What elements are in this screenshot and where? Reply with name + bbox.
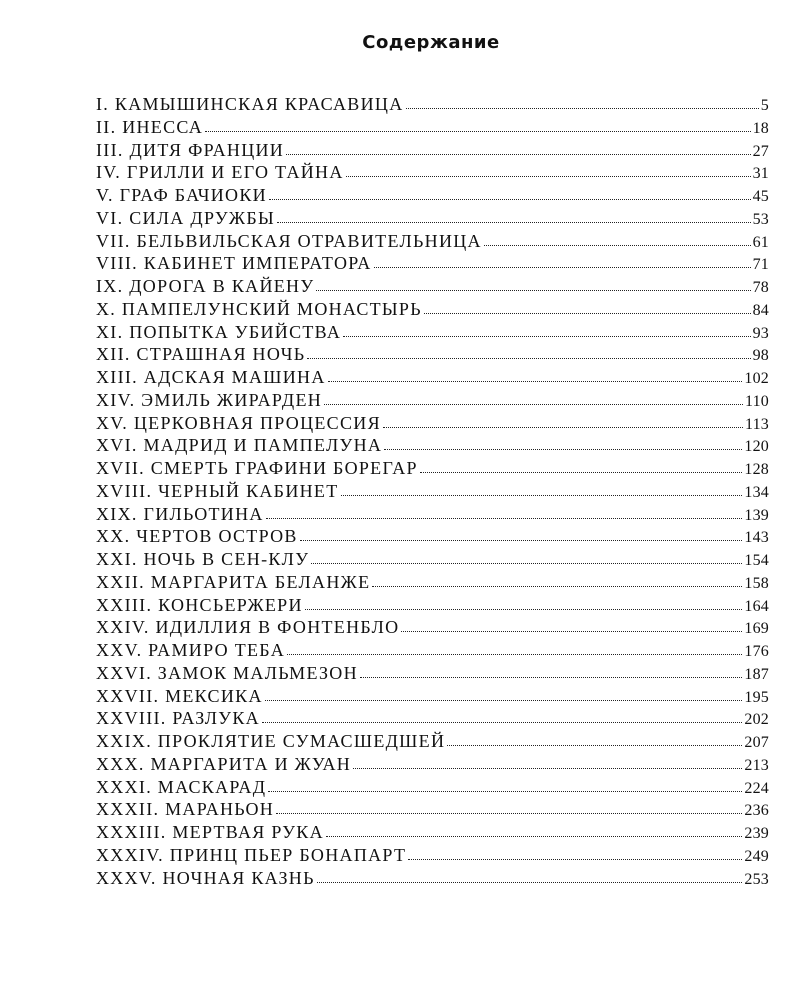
dot-leader (346, 176, 751, 177)
toc-entry-page: 253 (744, 870, 769, 888)
toc-entry-page: 187 (744, 665, 769, 683)
toc-entry-page: 202 (744, 711, 769, 729)
toc-entry-title: XVII. СМЕРТЬ ГРАФИНИ БОРЕГАР (96, 458, 418, 478)
toc-entry (96, 730, 769, 753)
toc-entry-page: 195 (744, 688, 769, 706)
dot-leader (343, 336, 750, 337)
toc-entry-page: 27 (752, 142, 769, 160)
toc-entry (96, 207, 769, 230)
dot-leader (420, 472, 743, 473)
toc-entry-page: 236 (744, 802, 769, 820)
dot-leader (383, 427, 743, 428)
toc-entry-title: XXXIII. МЕРТВАЯ РУКА (96, 822, 324, 842)
toc-entry-title: XIV. ЭМИЛЬ ЖИРАРДЕН (96, 389, 323, 410)
toc-entry-title: XXIII. КОНСЬЕРЖЕРИ (96, 594, 303, 615)
toc-entry-title: XV. ЦЕРКОВНАЯ ПРОЦЕССИЯ (96, 412, 381, 433)
toc-entry (96, 776, 769, 799)
toc-entry-title: XXV. РАМИРО ТЕБА (96, 640, 286, 660)
dot-leader (360, 677, 743, 678)
toc-entry-title: II. ИНЕССА (96, 116, 204, 137)
toc-entry-title: VI. СИЛА ДРУЖБЫ (96, 207, 275, 228)
dot-leader (372, 586, 742, 587)
toc-entry-title: XIX. ГИЛЬОТИНА (96, 503, 264, 524)
toc-entry (96, 366, 769, 389)
toc-entry (96, 480, 769, 503)
toc-entry-page: 143 (744, 529, 769, 547)
toc-entry-page: 5 (760, 97, 769, 114)
dot-leader (484, 245, 751, 246)
toc-entry (96, 639, 769, 662)
toc-entry (96, 321, 769, 344)
dot-leader (311, 563, 742, 564)
toc-entry-title: XXII. МАРГАРИТА БЕЛАНЖЕ (96, 571, 371, 592)
toc-entry-page: 120 (744, 438, 769, 456)
toc-entry-title: XXXI. МАСКАРАД (96, 776, 267, 797)
toc-entry-title: XXVI. ЗАМОК МАЛЬМЕЗОН (96, 662, 358, 683)
dot-leader (300, 540, 743, 541)
dot-leader (408, 859, 742, 860)
toc-entry-title: XII. СТРАШНАЯ НОЧЬ (96, 344, 306, 365)
toc-entry (96, 707, 769, 730)
dot-leader (328, 381, 743, 382)
dot-leader (277, 222, 751, 223)
toc-entry-title: VIII. КАБИНЕТ ИМПЕРАТОРА (96, 253, 372, 274)
toc-entry-title: XXIV. ИДИЛЛИЯ В ФОНТЕНБЛО (96, 617, 400, 638)
toc-entry (96, 116, 769, 139)
toc-entry-title: XXXII. МАРАНЬОН (96, 799, 275, 820)
toc-entry-page: 249 (744, 847, 769, 865)
dot-leader (401, 631, 742, 632)
toc-entry-title: XXXV. НОЧНАЯ КАЗНЬ (96, 867, 315, 888)
toc-entry-page: 110 (744, 392, 769, 410)
toc-entry (96, 503, 769, 526)
toc-entry-page: 158 (744, 574, 769, 592)
toc-entry-title: VII. БЕЛЬВИЛЬСКАЯ ОТРАВИТЕЛЬНИЦА (96, 230, 482, 251)
dot-leader (276, 813, 742, 814)
toc-entry-title: X. ПАМПЕЛУНСКИЙ МОНАСТЫРЬ (96, 298, 422, 319)
dot-leader (266, 518, 743, 519)
toc-entry (96, 844, 769, 867)
toc-entry (96, 457, 769, 480)
dot-leader (268, 791, 742, 792)
dot-leader (316, 290, 750, 291)
dot-leader (286, 154, 750, 155)
toc-entry-page: 102 (744, 370, 769, 387)
toc-entry-page: 213 (744, 756, 769, 774)
toc-entry-title: I. КАМЫШИНСКАЯ КРАСАВИЦА (96, 94, 404, 114)
toc-entry-page: 71 (752, 256, 769, 274)
dot-leader (262, 722, 742, 723)
toc-entry (96, 184, 769, 207)
toc-entry-title: XVI. МАДРИД И ПАМПЕЛУНА (96, 435, 383, 456)
toc-entry-page: 176 (744, 643, 769, 660)
table-of-contents (96, 93, 769, 889)
toc-entry (96, 821, 769, 844)
toc-entry-title: III. ДИТЯ ФРАНЦИИ (96, 139, 285, 160)
toc-entry-page: 18 (752, 119, 769, 137)
dot-leader (317, 882, 743, 883)
toc-entry-title: IV. ГРИЛЛИ И ЕГО ТАЙНА (96, 162, 344, 183)
toc-entry (96, 275, 769, 298)
dot-leader (341, 495, 743, 496)
toc-entry-page: 139 (744, 506, 769, 524)
toc-entry (96, 230, 769, 253)
toc-entry (96, 594, 769, 617)
toc-entry (96, 525, 769, 548)
toc-entry-page: 169 (744, 620, 769, 638)
dot-leader (384, 449, 742, 450)
toc-entry (96, 412, 769, 435)
toc-entry (96, 252, 769, 275)
dot-leader (406, 108, 759, 109)
toc-entry-page: 154 (744, 552, 769, 569)
dot-leader (307, 358, 750, 359)
toc-entry-page: 45 (752, 188, 769, 205)
toc-entry (96, 798, 769, 821)
toc-entry (96, 389, 769, 412)
toc-entry (96, 662, 769, 685)
dot-leader (324, 404, 743, 405)
toc-entry-page: 164 (744, 597, 769, 615)
toc-entry-page: 113 (744, 415, 769, 433)
toc-entry-title: XVIII. ЧЕРНЫЙ КАБИНЕТ (96, 480, 339, 501)
toc-entry (96, 867, 769, 890)
toc-entry (96, 685, 769, 708)
toc-entry (96, 548, 769, 571)
toc-entry-page: 31 (752, 165, 769, 183)
toc-entry-title: XI. ПОПЫТКА УБИЙСТВА (96, 321, 342, 342)
toc-entry-title: XXIX. ПРОКЛЯТИЕ СУМАСШЕДШЕЙ (96, 731, 446, 751)
toc-entry-title: XXX. МАРГАРИТА И ЖУАН (96, 753, 352, 774)
toc-entry-page: 78 (752, 279, 769, 296)
page-title: Содержание (362, 32, 500, 53)
toc-entry-title: XXVII. МЕКСИКА (96, 685, 263, 706)
toc-entry (96, 93, 769, 116)
dot-leader (205, 131, 750, 132)
dot-leader (353, 768, 742, 769)
toc-entry-title: XXI. НОЧЬ В СЕН-КЛУ (96, 549, 310, 569)
toc-entry-page: 98 (752, 347, 769, 365)
toc-entry-page: 134 (744, 483, 769, 501)
dot-leader (269, 199, 751, 200)
toc-entry (96, 139, 769, 162)
toc-entry-page: 239 (744, 825, 769, 842)
toc-entry-title: XXVIII. РАЗЛУКА (96, 708, 260, 729)
toc-entry (96, 616, 769, 639)
toc-entry (96, 298, 769, 321)
toc-entry (96, 571, 769, 594)
toc-entry-page: 84 (752, 301, 769, 319)
toc-entry-page: 207 (744, 734, 769, 751)
dot-leader (287, 654, 742, 655)
dot-leader (424, 313, 751, 314)
toc-entry (96, 434, 769, 457)
toc-entry-page: 61 (752, 233, 769, 251)
toc-entry-title: XXXIV. ПРИНЦ ПЬЕР БОНАПАРТ (96, 844, 407, 865)
dot-leader (305, 609, 743, 610)
toc-entry-title: IX. ДОРОГА В КАЙЕНУ (96, 276, 315, 296)
dot-leader (265, 700, 743, 701)
dot-leader (326, 836, 742, 837)
toc-entry-title: XIII. АДСКАЯ МАШИНА (96, 367, 326, 387)
toc-entry (96, 753, 769, 776)
toc-entry-title: XX. ЧЕРТОВ ОСТРОВ (96, 526, 298, 547)
toc-entry-page: 128 (744, 461, 769, 478)
dot-leader (447, 745, 742, 746)
toc-entry-page: 224 (744, 779, 769, 797)
toc-entry-page: 53 (752, 210, 769, 228)
dot-leader (374, 267, 751, 268)
toc-entry-title: V. ГРАФ БАЧИОКИ (96, 185, 267, 205)
toc-entry (96, 343, 769, 366)
toc-entry-page: 93 (752, 324, 769, 342)
toc-entry (96, 161, 769, 184)
